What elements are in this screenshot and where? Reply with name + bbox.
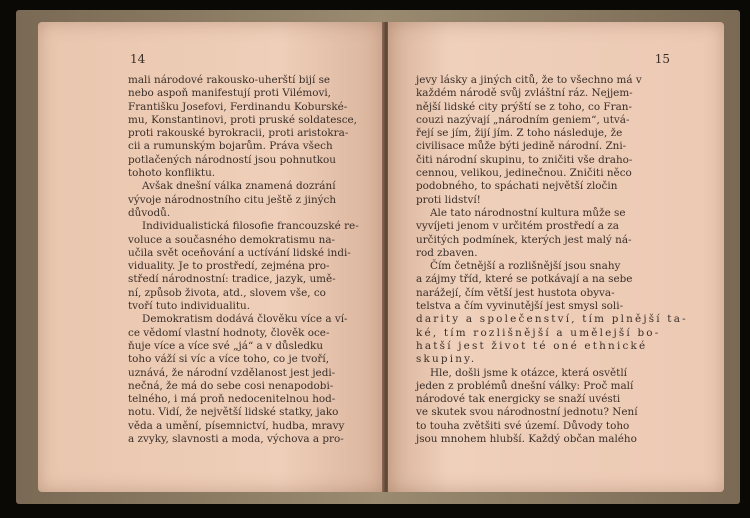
text-line: proti rakouské byrokracii, proti aristokra- <box>128 127 349 140</box>
text-line: nečná, že má do sebe cosi nenapodobi- <box>128 379 334 392</box>
text-line: skupiny. <box>416 353 477 366</box>
text-line: mu, Konstantinovi, proti pruské soldatesce, <box>128 113 357 126</box>
text-line: tohoto konfliktu. <box>128 167 216 180</box>
text-line: Ale tato národnostní kultura může se <box>430 206 626 219</box>
text-line: mali národové rakousko-uherští bijí se <box>128 74 331 86</box>
text-line: nebo aspoň manifestují proti Vilémovi, <box>128 87 331 100</box>
left-page-text <box>128 74 364 446</box>
text-line: Hle, došli jsme k otázce, která osvětlí <box>430 366 627 379</box>
text-line: podobného, to spáchati největší zločin <box>416 180 618 193</box>
text-line: Čím četnější a rozlišnější jsou snahy <box>430 260 621 273</box>
text-line: nější lidské city prýští se z toho, co Fran- <box>416 100 633 113</box>
right-page <box>388 22 724 492</box>
text-line: toho váží si víc a více toho, co je tvoří, <box>128 353 330 366</box>
text-line: notu. Vidí, že největší lidské statky, jako <box>128 406 339 419</box>
text-line: Demokratism dodává člověku více a ví- <box>142 313 348 326</box>
text-line: cennou, velikou, jedinečnou. Zničiti něco <box>416 167 632 180</box>
text-line: civilisace může býti jedině národní. Zni- <box>416 140 627 153</box>
text-line: narážejí, čím větší jest hustota obyva- <box>416 286 615 299</box>
text-line: tvoří tuto individualitu. <box>128 300 251 313</box>
text-line: věda a umění, písemnictví, hudba, mravy <box>128 419 345 432</box>
text-line: středí národnostní: tradice, jazyk, umě- <box>128 273 336 286</box>
text-line: cii a rumunským bojarům. Práva všech <box>128 140 333 153</box>
text-line: Individualistická filosofie francouzské re- <box>142 220 359 233</box>
text-line: to touha zvětšiti své území. Důvody toho <box>416 419 630 432</box>
text-line: couzi nazývají „národním geniem“, utvá- <box>416 113 630 126</box>
text-line: ňuje více a více své „já“ a v důsledku <box>128 339 324 352</box>
text-line: viduality. Je to prostředí, zejména pro- <box>128 260 330 273</box>
text-line: Františku Josefovi, Ferdinandu Koburské- <box>128 100 348 113</box>
text-line: proti lidství! <box>416 193 481 206</box>
text-line: jsou mnohem hlubší. Každý občan malého <box>416 433 637 446</box>
text-line: čiti národní skupinu, to zničiti vše draho- <box>416 153 633 166</box>
text-line: ce vědomí vlastní hodnoty, člověk oce- <box>128 326 330 339</box>
text-line: a zájmy tříd, které se potkávají a na sebe <box>416 273 633 286</box>
text-line: potlačených národností jsou pohnutkou <box>128 153 336 166</box>
left-page-number: 14 <box>130 52 146 66</box>
text-line: jeden z problémů dnešní války: Proč malí <box>416 379 634 392</box>
text-line: telného, i má proň nedocenitelnou hod- <box>128 393 336 406</box>
text-line: ké, tím rozlišnější a umělejší bo- <box>416 326 661 339</box>
text-line: uznává, že národní vzdělanost jest jedi- <box>128 366 336 379</box>
text-line: hatší jest život té oné ethnické <box>416 339 648 352</box>
right-page-number: 15 <box>654 52 670 66</box>
text-line: řejí se jím, žijí jím. Z toho následuje, že <box>416 127 623 140</box>
text-line: každém národě svůj zvláštní ráz. Nejjem- <box>416 87 633 100</box>
text-line: národové tak energicky se snaží uvésti <box>416 393 621 406</box>
text-line: určitých podmínek, kterých jest malý ná- <box>416 233 632 246</box>
text-line: učila svět oceňování a uctívání lidské indi- <box>128 246 351 259</box>
text-line: a zvyky, slavnosti a moda, výchova a pro- <box>128 433 344 446</box>
text-line: rod zbaven. <box>416 246 478 259</box>
text-line: důvodů. <box>128 206 171 219</box>
text-line: jevy lásky a jiných citů, že to všechno má v <box>416 74 642 86</box>
text-line: vývoje národnostního citu ještě z jiných <box>128 193 337 206</box>
left-page <box>38 22 384 492</box>
text-line: vyvíjeti jenom v určitém prostředí a za <box>416 220 619 233</box>
text-line: darity a společenství, tím plnější ta- <box>416 313 688 326</box>
text-line: ní, způsob života, atd., slovem vše, co <box>128 286 326 299</box>
right-page-text <box>416 74 688 446</box>
text-line: voluce a současného demokratismu na- <box>128 233 336 246</box>
text-line: telstva a čím vyvinutější jest smysl soli- <box>416 300 624 313</box>
text-line: ve skutek svou národnostní jednotu? Není <box>416 406 638 419</box>
text-line: Avšak dnešní válka znamená dozrání <box>142 180 336 193</box>
